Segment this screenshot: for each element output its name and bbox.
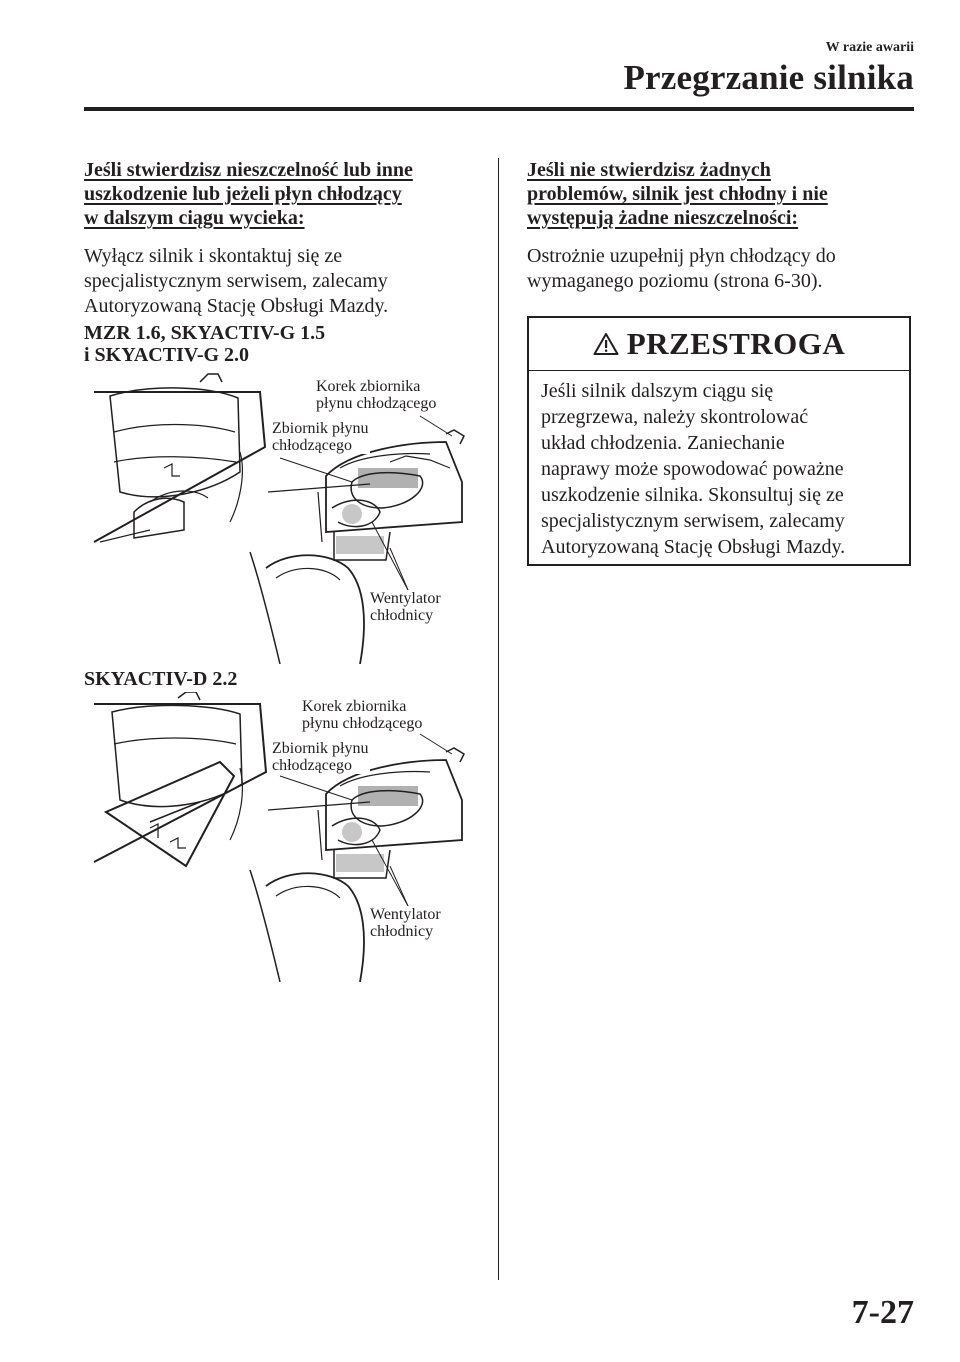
cooling-fan-label (368, 906, 443, 940)
left-paragraph (84, 244, 388, 319)
caution-line: naprawy może spowodować poważne (541, 458, 844, 480)
page-number: 7-27 (851, 1294, 914, 1331)
radiator-cap-label (300, 698, 424, 732)
label-line: chłodzącego (270, 757, 370, 774)
caution-title: PRZESTROGA (626, 326, 846, 361)
label-line: Zbiornik płynu (272, 740, 369, 757)
paragraph-line: Ostrożnie uzupełnij płyn chłodzący do (527, 245, 836, 267)
paragraph-line: wymaganego poziomu (strona 6-30). (527, 270, 823, 292)
left-heading-line: w dalszym ciągu wycieka: (84, 207, 305, 229)
engine-variant-heading-1 (84, 322, 325, 366)
section-header: W razie awarii (825, 40, 914, 55)
caution-line: specjalistycznym serwisem, zalecamy (541, 510, 845, 532)
right-paragraph (527, 244, 836, 294)
left-heading-line: Jeśli stwierdzisz nieszczelność lub inne (84, 159, 413, 181)
left-heading (84, 158, 413, 230)
paragraph-line: specjalistycznym serwisem, zalecamy (84, 270, 388, 292)
right-heading-line: problemów, silnik jest chłodny i nie (527, 183, 828, 205)
caution-line: Jeśli silnik dalszym ciągu się (541, 380, 774, 402)
warning-triangle-icon (593, 332, 619, 356)
label-line: Wentylator (370, 906, 441, 923)
caution-line: przegrzewa, należy skontrolować (541, 406, 809, 428)
label-line: Korek zbiornika (314, 378, 438, 395)
coolant-reservoir-label (270, 420, 370, 454)
caution-line: układ chłodzenia. Zaniechanie (541, 432, 785, 454)
label-line: płynu chłodzącego (316, 395, 437, 412)
page-title: Przegrzanie silnika (623, 58, 914, 97)
label-line: płynu chłodzącego (302, 715, 423, 732)
paragraph-line: Autoryzowaną Stację Obsługi Mazdy. (84, 295, 389, 317)
caution-header (529, 318, 909, 371)
label-line: Korek zbiornika (300, 698, 424, 715)
caution-line: uszkodzenie silnika. Skonsultuj się ze (541, 484, 844, 506)
left-heading-line: uszkodzenie lub jeżeli płyn chłodzący (84, 183, 402, 205)
label-line: chłodnicy (368, 607, 443, 624)
header-divider (84, 107, 914, 111)
coolant-reservoir-label (270, 740, 370, 774)
right-heading-line: występują żadne nieszczelności: (527, 207, 799, 229)
engine-variant-heading-2: SKYACTIV-D 2.2 (84, 668, 238, 690)
cooling-fan-label (368, 590, 443, 624)
label-line: Wentylator (370, 590, 441, 607)
variant-line: MZR 1.6, SKYACTIV-G 1.5 (84, 322, 326, 344)
caution-box (527, 316, 911, 566)
paragraph-line: Wyłącz silnik i skontaktuj się ze (84, 245, 343, 267)
variant-line: i SKYACTIV-G 2.0 (84, 344, 250, 366)
right-heading-line: Jeśli nie stwierdzisz żadnych (527, 159, 771, 181)
right-heading (527, 158, 828, 230)
radiator-cap-label (314, 378, 438, 412)
label-line: chłodzącego (270, 437, 370, 454)
caution-text (541, 378, 901, 560)
caution-line: Autoryzowaną Stację Obsługi Mazdy. (541, 536, 846, 558)
column-divider (498, 158, 499, 1280)
label-line: Zbiornik płynu (272, 420, 369, 437)
label-line: chłodnicy (368, 923, 443, 940)
